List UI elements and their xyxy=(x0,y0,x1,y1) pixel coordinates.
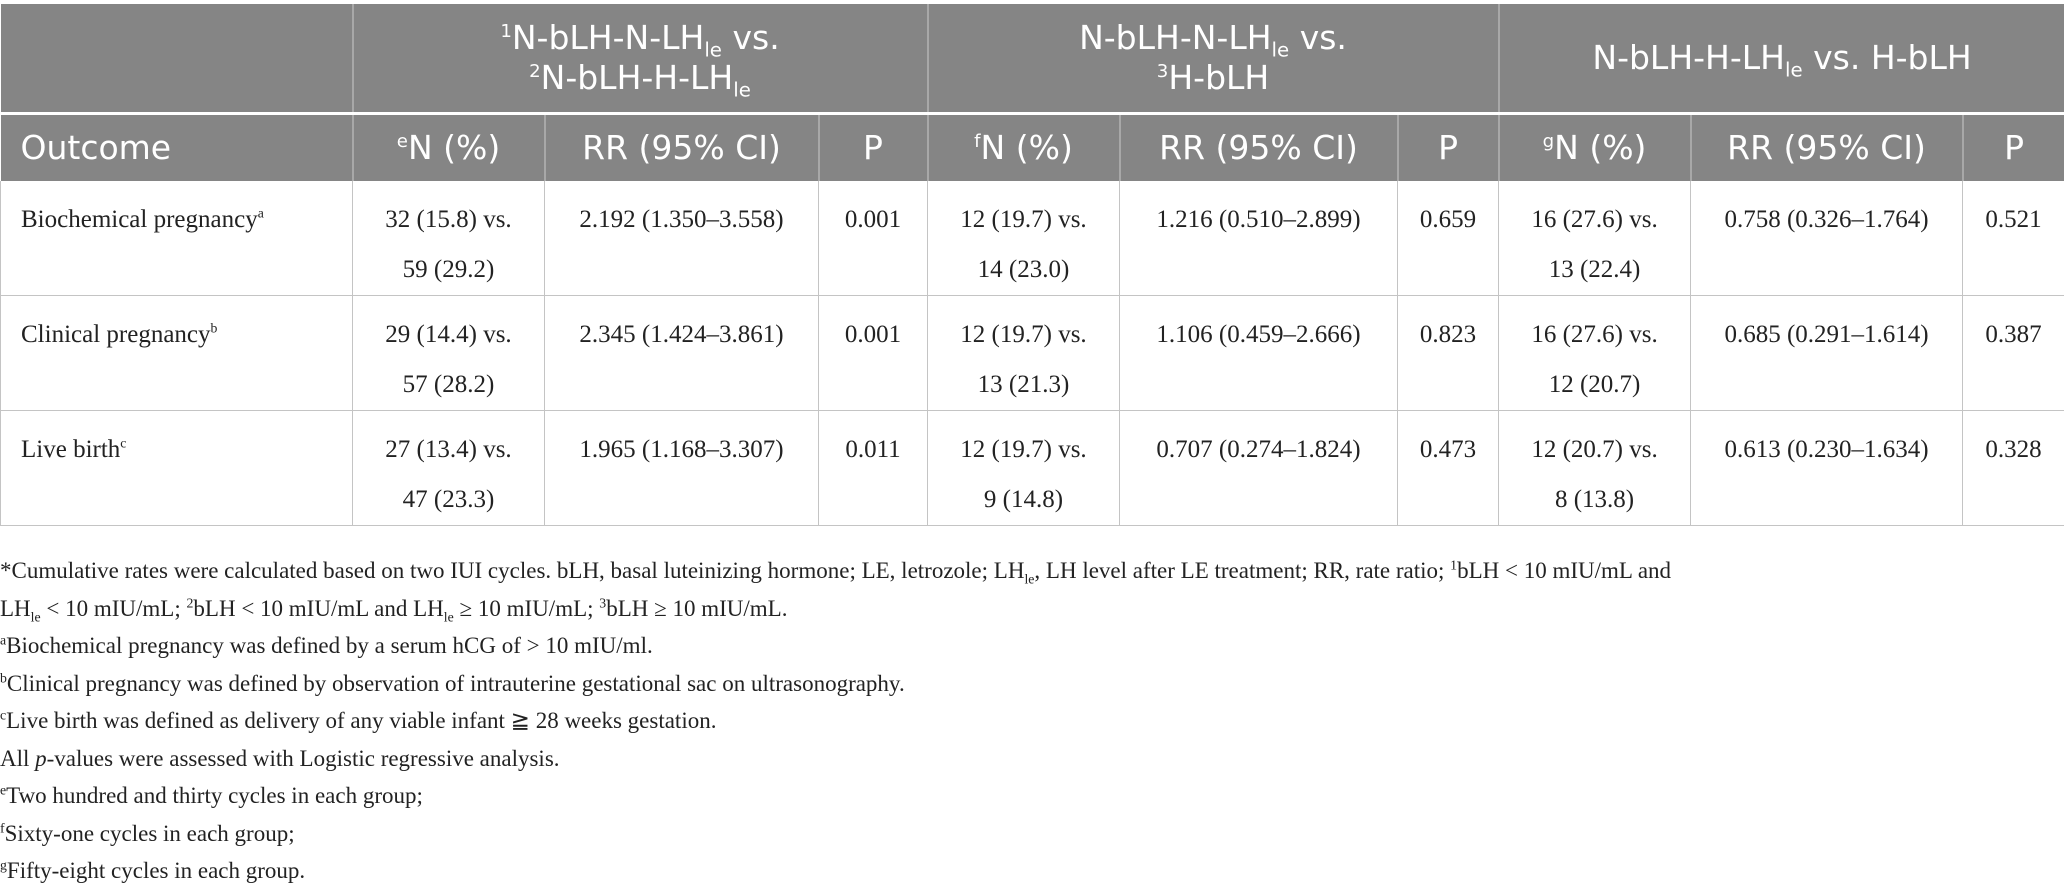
n-a: 12 (19.7) vs. xyxy=(960,321,1087,348)
fn-text: LH xyxy=(0,595,31,621)
n-b: 9 (14.8) xyxy=(983,486,1064,513)
row-label xyxy=(1,296,353,411)
p-header-1: P xyxy=(819,114,928,182)
n-cell xyxy=(1499,411,1691,526)
p-cell: 0.659 xyxy=(1398,181,1499,296)
group-header-2 xyxy=(928,4,1499,114)
group-1-label-b: N-bLH-H-LH xyxy=(540,58,734,97)
row-label-text: Live birth xyxy=(21,436,121,463)
p-cell: 0.473 xyxy=(1398,411,1499,526)
fn-sup: 3 xyxy=(599,594,607,610)
group-header-1 xyxy=(353,4,928,114)
rr-cell: 0.758 (0.326–1.764) xyxy=(1691,181,1963,296)
group-1-sup-1: 1 xyxy=(500,21,512,42)
results-table xyxy=(0,4,2064,526)
fn-text: Biochemical pregnancy was defined by a serum hCG of > 10 mIU/ml. xyxy=(6,633,653,658)
fn-sub: le xyxy=(443,609,454,625)
rr-header-1: RR (95% CI) xyxy=(545,114,819,182)
footnote-c xyxy=(0,702,2040,740)
n-a: 16 (27.6) vs. xyxy=(1531,321,1658,348)
group-2-vs: vs. xyxy=(1289,18,1347,57)
footnote-e xyxy=(0,777,2040,815)
row-label-sup: b xyxy=(210,320,218,336)
n-a: 27 (13.4) vs. xyxy=(385,436,512,463)
rr-cell: 1.106 (0.459–2.666) xyxy=(1120,296,1398,411)
group-2-sup-2: 3 xyxy=(1156,61,1169,82)
p-cell: 0.011 xyxy=(819,411,928,526)
row-label-text: Biochemical pregnancy xyxy=(21,206,258,233)
group-1-vs: vs. xyxy=(721,18,780,57)
column-header-row xyxy=(1,114,2064,182)
fn-text: Two hundred and thirty cycles in each group; xyxy=(6,783,423,808)
table-row-clinical xyxy=(1,296,2064,411)
n-a: 12 (19.7) vs. xyxy=(960,436,1087,463)
n-b: 14 (23.0) xyxy=(977,256,1070,283)
fn-text: bLH < 10 mIU/mL and xyxy=(1457,558,1672,583)
p-cell: 0.001 xyxy=(819,181,928,296)
rr-header-2: RR (95% CI) xyxy=(1120,114,1398,182)
n-b: 13 (21.3) xyxy=(977,371,1070,398)
fn-sup: a xyxy=(0,632,7,648)
rr-cell: 2.192 (1.350–3.558) xyxy=(545,181,819,296)
n-b: 13 (22.4) xyxy=(1548,256,1641,283)
n-b: 12 (20.7) xyxy=(1548,371,1641,398)
fn-sup: 2 xyxy=(186,594,194,610)
n-cell xyxy=(353,411,545,526)
rr-cell: 1.965 (1.168–3.307) xyxy=(545,411,819,526)
n-b: 57 (28.2) xyxy=(402,371,495,398)
fn-sup: e xyxy=(0,782,7,798)
group-3-sub-a: le xyxy=(1784,58,1803,82)
n-cell xyxy=(928,296,1120,411)
outcome-header: Outcome xyxy=(1,114,353,182)
fn-text: Sixty-one cycles in each group; xyxy=(4,820,295,846)
p-cell: 0.328 xyxy=(1963,411,2064,526)
group-1-label-a: N-bLH-N-LH xyxy=(511,18,705,57)
fn-text: bLH ≥ 10 mIU/mL. xyxy=(606,595,788,621)
fn-sup: f xyxy=(0,819,5,835)
group-header-3 xyxy=(1499,4,2064,114)
n-b: 8 (13.8) xyxy=(1554,486,1635,513)
fn-text: *Cumulative rates were calculated based on two IUI cycles. bLH, basal luteinizing hormone; LE, letrozole; LH xyxy=(0,558,1025,583)
group-3-vs: vs. H-bLH xyxy=(1802,38,1972,77)
fn-text: , LH level after LE treatment; RR, rate ratio; xyxy=(1034,558,1451,583)
footnote-p-values xyxy=(0,740,2040,778)
group-1-sub-b: le xyxy=(733,78,751,102)
row-label-sup: a xyxy=(257,205,264,221)
n-cell xyxy=(1499,296,1691,411)
fn-text: < 10 mIU/mL; xyxy=(40,595,187,621)
n-header-3 xyxy=(1499,114,1691,182)
p-cell: 0.823 xyxy=(1398,296,1499,411)
fn-text: -values were assessed with Logistic regressive analysis. xyxy=(46,745,560,771)
row-label xyxy=(1,411,353,526)
n-header-1-label: N (%) xyxy=(407,128,501,167)
group-1-sub-a: le xyxy=(704,38,722,62)
p-cell: 0.001 xyxy=(819,296,928,411)
p-cell: 0.387 xyxy=(1963,296,2064,411)
group-header-row xyxy=(1,4,2064,114)
rr-cell: 1.216 (0.510–2.899) xyxy=(1120,181,1398,296)
n-header-3-label: N (%) xyxy=(1554,128,1647,167)
fn-text: Live birth was defined as delivery of any viable infant ≧ 28 weeks gestation. xyxy=(6,708,717,733)
fn-sub: le xyxy=(30,609,41,625)
p-cell: 0.521 xyxy=(1963,181,2064,296)
group-2-label-b: H-bLH xyxy=(1168,58,1270,97)
rr-cell: 2.345 (1.424–3.861) xyxy=(545,296,819,411)
table-row-biochemical xyxy=(1,181,2064,296)
fn-sup: b xyxy=(0,669,7,685)
n-cell xyxy=(928,411,1120,526)
n-header-2 xyxy=(928,114,1120,182)
n-a: 32 (15.8) vs. xyxy=(385,206,512,233)
empty-header-cell xyxy=(1,4,353,114)
fn-sup: g xyxy=(0,857,7,873)
footnote-abbreviations xyxy=(0,552,2040,627)
rr-cell: 0.613 (0.230–1.634) xyxy=(1691,411,1963,526)
n-a: 12 (19.7) vs. xyxy=(960,206,1087,233)
group-2-sub-a: le xyxy=(1271,38,1290,62)
n-header-1 xyxy=(353,114,545,182)
row-label-sup: c xyxy=(120,435,127,451)
rr-cell: 0.685 (0.291–1.614) xyxy=(1691,296,1963,411)
table-row-live-birth xyxy=(1,411,2064,526)
rr-header-3: RR (95% CI) xyxy=(1691,114,1963,182)
n-cell xyxy=(1499,181,1691,296)
n-header-2-sup: f xyxy=(974,131,981,152)
fn-text: ≥ 10 mIU/mL; xyxy=(453,595,600,621)
n-cell xyxy=(928,181,1120,296)
footnote-a xyxy=(0,627,2040,665)
row-label xyxy=(1,181,353,296)
n-header-2-label: N (%) xyxy=(980,128,1073,167)
n-b: 59 (29.2) xyxy=(402,256,495,283)
footnote-g xyxy=(0,852,2040,890)
row-label-text: Clinical pregnancy xyxy=(21,321,211,348)
fn-text: Clinical pregnancy was defined by observation of intrauterine gestational sac on ultrasonography. xyxy=(6,670,905,696)
p-header-3: P xyxy=(1963,114,2064,182)
footnote-b xyxy=(0,665,2040,703)
fn-em: p xyxy=(35,745,47,771)
footnote-f xyxy=(0,815,2040,853)
footnotes xyxy=(0,552,2040,890)
fn-sub: le xyxy=(1024,571,1035,587)
p-header-2: P xyxy=(1398,114,1499,182)
n-a: 16 (27.6) vs. xyxy=(1531,206,1658,233)
n-header-3-sup: g xyxy=(1542,131,1555,152)
n-b: 47 (23.3) xyxy=(402,486,495,513)
fn-text: All xyxy=(0,745,36,771)
fn-text: bLH < 10 mIU/mL and LH xyxy=(193,595,444,621)
fn-sup: c xyxy=(0,707,7,723)
group-2-label-a: N-bLH-N-LH xyxy=(1079,18,1272,57)
n-a: 29 (14.4) vs. xyxy=(385,321,512,348)
n-header-1-sup: e xyxy=(396,131,408,152)
fn-sup: 1 xyxy=(1450,557,1458,573)
fn-text: Fifty-eight cycles in each group. xyxy=(6,858,306,883)
n-cell xyxy=(353,181,545,296)
n-a: 12 (20.7) vs. xyxy=(1531,436,1658,463)
group-1-sup-2: 2 xyxy=(529,61,541,82)
rr-cell: 0.707 (0.274–1.824) xyxy=(1120,411,1398,526)
n-cell xyxy=(353,296,545,411)
group-3-label-a: N-bLH-H-LH xyxy=(1592,38,1785,77)
